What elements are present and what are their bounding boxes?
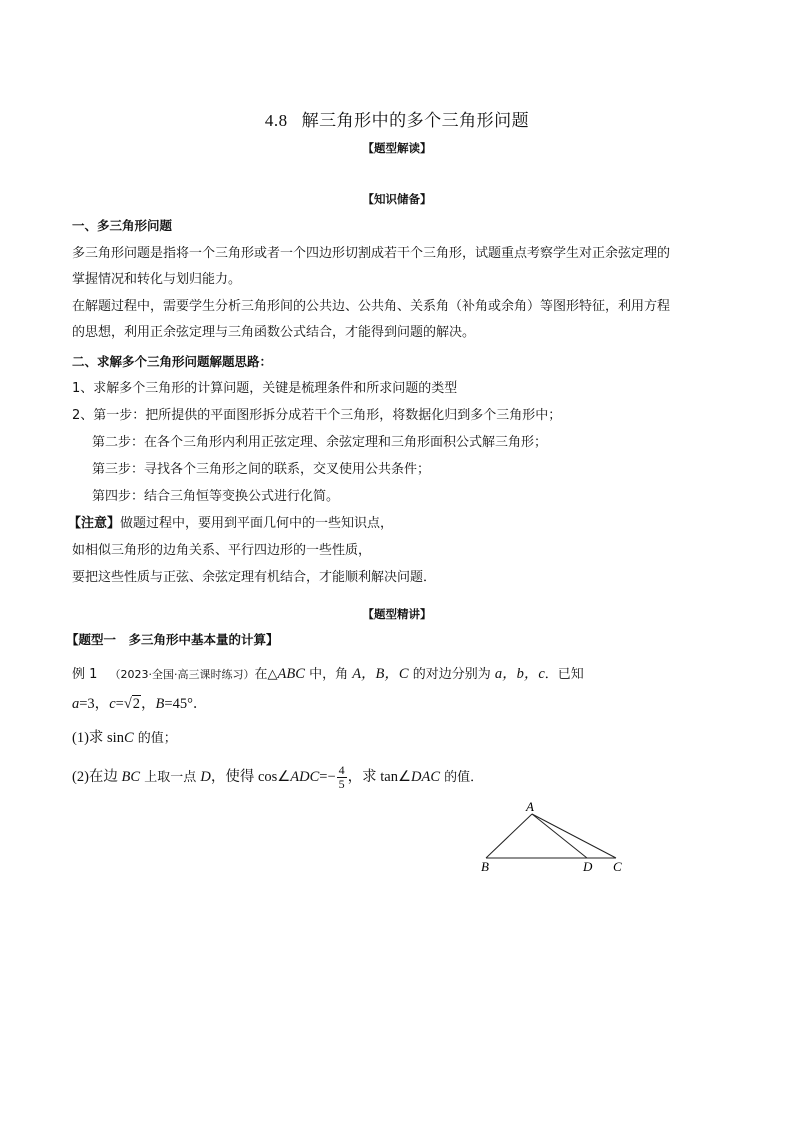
q2-part: =− [319,769,336,785]
given-var: c [109,696,116,712]
heading-tixing-jingjiang: 【题型精讲】 [362,607,432,621]
fraction-numerator: 4 [338,763,345,777]
q2-part: (2)在边 [72,769,122,785]
q2-var: D [200,769,211,785]
stem-part: ．已知 [544,667,584,682]
q2-var: BC [121,769,141,785]
segment-ad [532,814,587,858]
fraction [337,764,347,791]
example1-question2 [72,760,732,795]
note-line1 [68,514,728,534]
section2-heading: 二、求解多个三角形问题解题思路： [72,354,273,369]
segment-ac [532,814,616,858]
example1-question1 [72,728,732,749]
section2-step3: 第三步：寻找各个三角形之间的联系，交叉使用公共条件； [92,462,431,477]
section2-step4: 第四步：结合三角恒等变换公式进行化简。 [92,489,340,504]
sqrt-radicand: 2 [132,696,141,712]
stem-part: 的对边分别为 [408,667,495,682]
example1-stem [72,664,732,685]
problem-type-heading: 【题型一 多三角形中基本量的计算】 [66,632,279,647]
given-part: ， [141,696,156,712]
example-source: （2023·全国·高三课时练习） [109,668,255,681]
given-var: a [72,696,80,712]
section1-p2-line2: 的思想，利用正余弦定理与三角函数公式结合，才能得到问题的解决。 [72,325,476,340]
section2-item1: 1、求解多个三角形的计算问题，关键是梳理条件和所求问题的类型 [72,381,458,396]
note-line3: 要把这些性质与正弦、余弦定理有机结合，才能顺利解决问题． [72,570,437,585]
section2-item2: 2、第一步：把所提供的平面图形拆分成若干个三角形，将数据化归到多个三角形中； [72,408,562,423]
label-b: B [481,859,489,874]
given-part: =3， [79,696,110,712]
sqrt-expression: √2 [123,696,141,712]
section1-p1-line1: 多三角形问题是指将一个三角形或者一个四边形切割成若干个三角形，试题重点考察学生对正余弦定理的 [72,246,671,261]
stem-angles: A，B，C [352,666,409,682]
stem-sides: a，b，c [494,666,545,682]
section1-p2-line1: 在解题过程中，需要学生分析三角形间的公共边、公共角、关系角（补角或余角）等图形特征，利用方程 [72,299,671,314]
example1-given [72,694,732,714]
page-title [0,106,794,131]
example-label: 例 1 [72,667,98,682]
stem-part: 在△ [254,667,278,682]
q2-part: 上取一点 [140,770,201,785]
stem-var-abc: ABC [277,666,305,682]
heading-tixing-jiedu: 【题型解读】 [362,141,432,155]
label-d: D [583,859,593,874]
stem-part: 中，角 [304,667,353,682]
q2-var: DAC [410,769,440,785]
note-text1: 做题过程中，要用到平面几何中的一些知识点， [120,516,394,531]
note-label: 【注意】 [68,516,121,531]
title-text: 解三角形中的多个三角形问题 [301,111,530,131]
given-var: B [155,696,165,712]
given-part: =45°． [164,696,208,712]
given-part: = [115,696,124,712]
heading-zhishi-chubei: 【知识储备】 [362,192,432,206]
section2-step2: 第二步：在各个三角形内利用正弦定理、余弦定理和三角形面积公式解三角形； [92,435,548,450]
section1-p1-line2: 掌握情况和转化与划归能力。 [72,272,242,287]
q2-var: ADC [290,769,320,785]
q2-part: ，求 tan∠ [347,769,411,785]
q2-part: ，使得 cos∠ [210,769,291,785]
section1-heading: 一、多三角形问题 [72,218,173,233]
label-a: A [526,799,534,814]
fraction-denominator: 5 [338,777,345,791]
q1-part: 的值； [133,731,177,746]
label-c: C [613,859,622,874]
segment-ab [486,814,532,858]
note-line2: 如相似三角形的边角关系、平行四边形的一些性质， [72,543,372,558]
q1-part: (1)求 sin [72,730,124,746]
triangle-figure [470,796,640,878]
q1-var: C [123,730,134,746]
q2-part: 的值． [439,770,484,785]
title-number: 4.8 [264,111,288,130]
